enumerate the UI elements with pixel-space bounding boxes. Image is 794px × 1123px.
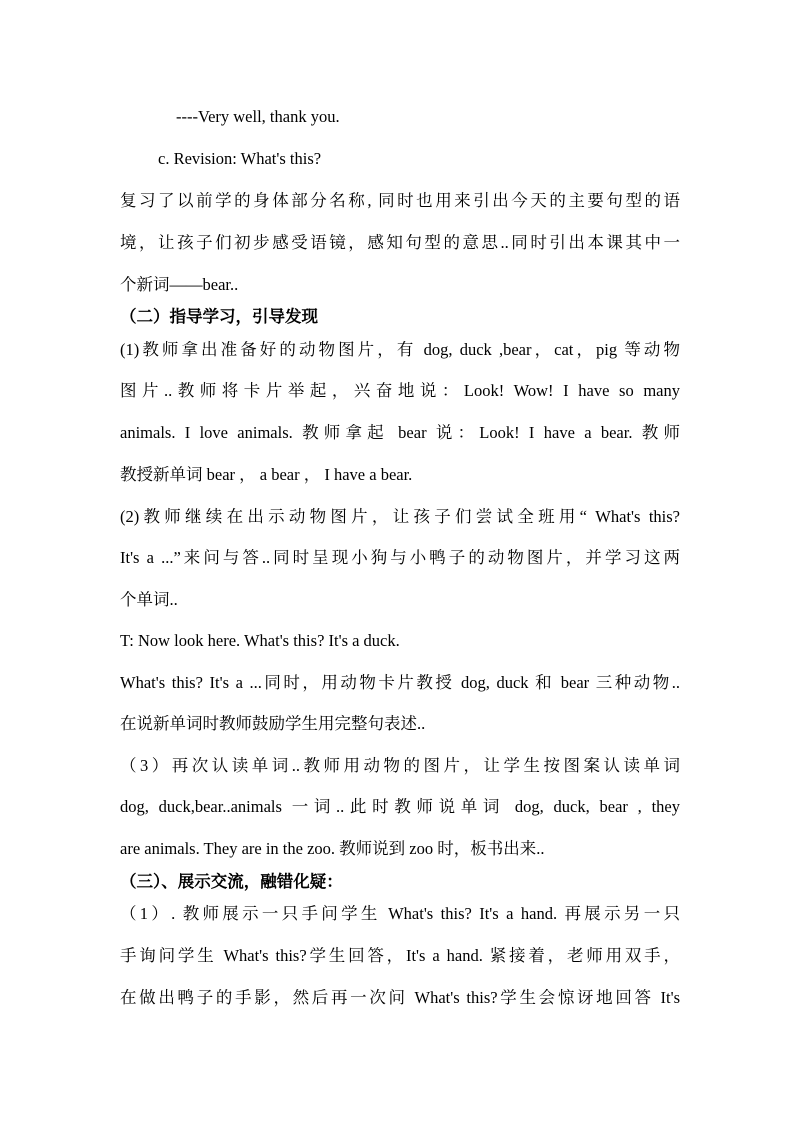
paragraph-line: What's this? It's a ...同时，用动物卡片教授 dog, duck 和 bear 三种动物.. bbox=[120, 673, 680, 692]
section-heading-3: （三）、展示交流，融错化疑： bbox=[120, 872, 343, 891]
paragraph-line: dog, duck,bear..animals 一词..此时教师说单词 dog, duck, bear , they bbox=[120, 797, 680, 816]
paragraph-line: 复习了以前学的身体部分名称, 同时也用来引出今天的主要句型的语 bbox=[120, 191, 680, 210]
dialogue-reply: ----Very well, thank you. bbox=[176, 107, 340, 126]
paragraph-line: animals. I love animals. 教师拿起 bear 说：Look! I have a bear. 教师 bbox=[120, 423, 680, 442]
section-heading-2: （二）指导学习，引导发现 bbox=[120, 307, 318, 326]
paragraph-line: （1）. 教师展示一只手问学生 What's this? It's a hand. 再展示另一只 bbox=[120, 904, 680, 923]
paragraph-line: 境，让孩子们初步感受语镜，感知句型的意思..同时引出本课其中一 bbox=[120, 233, 680, 252]
paragraph-line: 个新词——bear.. bbox=[120, 275, 239, 294]
paragraph-line: 个单词.. bbox=[120, 590, 178, 609]
paragraph-line: (2)教师继续在出示动物图片，让孩子们尝试全班用“ What's this? bbox=[120, 507, 680, 526]
revision-heading: c. Revision: What's this? bbox=[158, 149, 322, 168]
paragraph-line: 在做出鸭子的手影，然后再一次问 What's this?学生会惊讶地回答 It's bbox=[120, 988, 680, 1007]
paragraph-line: 图片..教师将卡片举起，兴奋地说：Look! Wow! I have so many bbox=[120, 381, 680, 400]
dialogue-line: T: Now look here. What's this? It's a duck. bbox=[120, 631, 400, 650]
paragraph-line: （3）再次认读单词..教师用动物的图片，让学生按图案认读单词 bbox=[120, 756, 680, 775]
paragraph-line: 在说新单词时教师鼓励学生用完整句表述.. bbox=[120, 714, 426, 733]
paragraph-line: 手询问学生 What's this?学生回答，It's a hand. 紧接着，老师用双手， bbox=[120, 946, 680, 965]
paragraph-line: are animals. They are in the zoo. 教师说到 zoo 时，板书出来.. bbox=[120, 839, 545, 858]
paragraph-line: It's a ...”来问与答..同时呈现小狗与小鸭子的动物图片，并学习这两 bbox=[120, 548, 680, 567]
paragraph-line: (1)教师拿出准备好的动物图片，有 dog, duck ,bear，cat，pig 等动物 bbox=[120, 340, 680, 359]
paragraph-line: 教授新单词 bear ， a bear ， I have a bear. bbox=[120, 465, 413, 484]
